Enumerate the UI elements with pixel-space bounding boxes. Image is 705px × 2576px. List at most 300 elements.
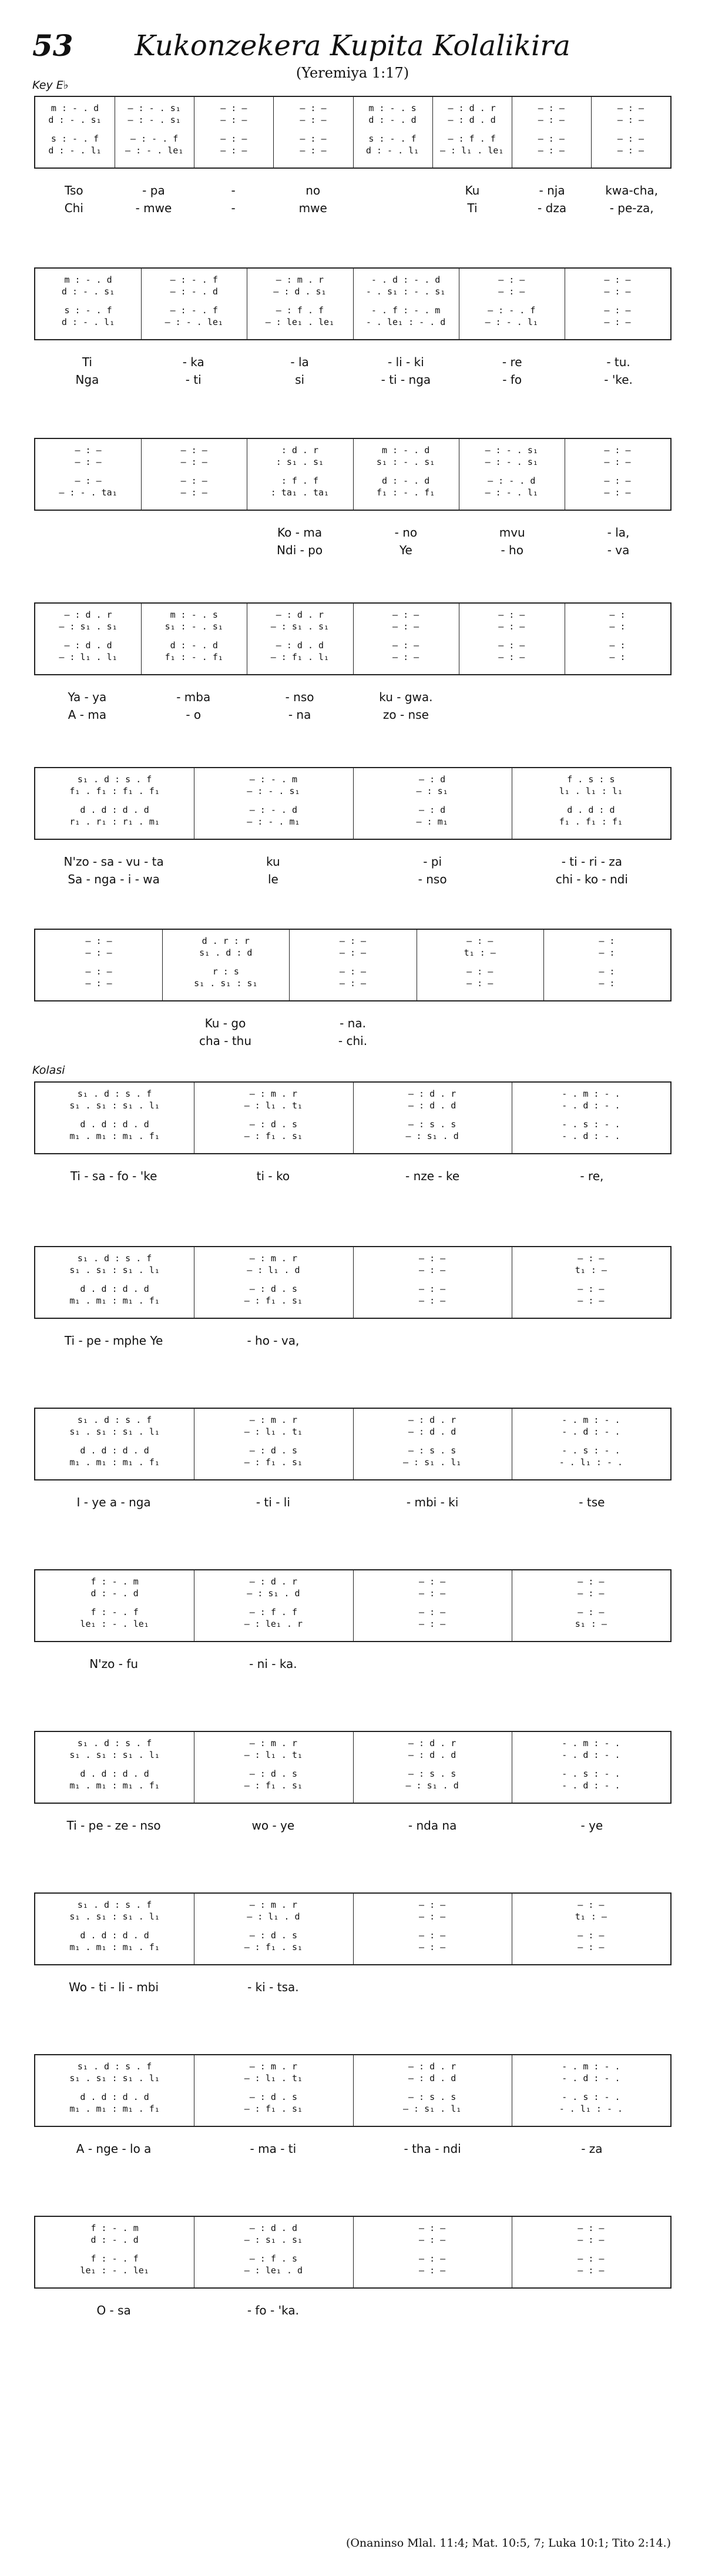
solfa-measure: — : - . s₁ [247,786,300,796]
solfa-measure: — : — [604,305,631,316]
lyric-syllables: - dza [538,201,567,215]
lyric-line [34,2302,672,2319]
solfa-measure: — : - . s₁ [127,103,181,113]
solfa-measure: — : — [220,103,247,113]
lyric-syllables: - 'ke. [604,373,633,387]
solfa-measure: — : — [300,133,327,144]
solfa-measure: — : — [604,286,631,297]
solfa-measure: — : - . f [170,305,218,316]
lyric-line [34,870,672,888]
solfa-measure: — : - . d [488,475,536,486]
solfa-measure: — : — [419,2253,446,2264]
solfa-measure: f₁ : - . f₁ [164,652,223,662]
lyric-syllables: - tha - ndi [404,2142,461,2156]
solfa-staff [34,1731,672,1804]
solfa-measure: m₁ . m₁ : m₁ . f₁ [69,1457,160,1468]
lyric-syllables: - pa [142,183,165,197]
voice-part-row [35,978,670,989]
lyric-syllables: - mbi - ki [406,1495,459,1509]
lyric-syllables: mwe [298,201,327,215]
voice-part-row [35,2073,670,2083]
solfa-measure: — : — [392,609,419,620]
solfa-staff [34,2216,672,2289]
lyric-line [34,706,672,723]
solfa-measure: — : — [578,1607,605,1617]
solfa-measure: — : le₁ . le₁ [265,317,335,327]
solfa-measure: — : d . r [249,1576,298,1587]
solfa-measure: d . d : d . d [80,1930,149,1941]
solfa-measure: : ta₁ . ta₁ [270,487,330,498]
solfa-measure: d : - . l₁ [48,145,102,156]
solfa-measure: — : — [538,103,565,113]
lyric-line [34,1014,672,1032]
solfa-measure: d : - . d [90,2235,139,2245]
voice-part-row [35,2235,670,2245]
solfa-measure: d . d : d . d [80,805,149,815]
solfa-measure: f : - . m [90,1576,139,1587]
lyric-syllables: - ye [580,1818,603,1833]
lyric-syllables: - [231,201,236,215]
voice-part-row [35,1930,670,1941]
solfa-measure: — : — [419,1295,446,1306]
voice-part-row [35,1284,670,1294]
solfa-measure: s₁ . d : s . f [77,1738,152,1748]
solfa-measure: — : — [466,966,494,977]
solfa-measure: — : l₁ . l₁ [59,652,118,662]
voice-part-row [35,1426,670,1437]
lyric-syllables: - mba [176,690,211,704]
voice-part-row [35,475,670,486]
solfa-measure: — : — [392,621,419,632]
solfa-measure: s₁ . d : s . f [77,1415,152,1425]
lyric-syllables: Tso [65,183,83,197]
voice-part-row [35,1607,670,1617]
solfa-measure: — : — [339,966,367,977]
solfa-measure: — : — [300,145,327,156]
solfa-staff [34,2054,672,2127]
solfa-measure: — : — [419,2235,446,2245]
lyric-line [34,853,672,870]
solfa-measure: — : — [419,1900,446,1910]
solfa-measure: — : — [220,133,247,144]
solfa-measure: d : - . d [368,115,417,125]
solfa-measure: m : - . s [368,103,417,113]
lyric-syllables: - fo - 'ka. [247,2303,299,2317]
lyric-syllables: - ka [182,355,204,369]
solfa-measure: d : - . d [170,640,218,651]
voice-part-row [35,457,670,467]
lyric-line [34,2140,672,2158]
solfa-measure: — : m . r [249,1088,298,1099]
voice-part-row [35,936,670,946]
solfa-measure: m₁ . m₁ : m₁ . f₁ [69,2103,160,2114]
lyric-syllables: - [231,183,236,197]
solfa-measure: — : le₁ . d [244,2265,303,2276]
lyric-syllables: N'zo - fu [89,1657,139,1671]
music-system [34,267,672,388]
lyric-syllables: - nze - ke [405,1169,460,1183]
solfa-staff [34,1569,672,1642]
solfa-measure: - . l₁ : - . [559,2103,623,2114]
voice-part-row [35,2092,670,2102]
voice-part-row [35,1100,670,1111]
solfa-measure: s₁ . s₁ : s₁ . l₁ [69,2073,160,2083]
solfa-measure: — : — [578,1588,605,1599]
solfa-measure: — : - . s₁ [127,115,181,125]
solfa-measure: — : - . f [130,133,179,144]
solfa-measure: — : — [419,2265,446,2276]
lyric-syllables: - la [290,355,309,369]
solfa-measure: — : — [466,978,494,989]
solfa-measure: — : [609,640,626,651]
solfa-measure: — : l₁ . d [247,1911,300,1922]
lyric-syllables: - chi. [338,1034,368,1048]
lyric-syllables: O - sa [96,2303,131,2317]
lyric-syllables: - tse [579,1495,605,1509]
solfa-measure: — : — [604,475,631,486]
solfa-measure: s₁ . s₁ : s₁ . l₁ [69,1426,160,1437]
solfa-measure: f₁ . f₁ : f₁ . f₁ [69,786,160,796]
solfa-measure: — : d . d [249,2223,298,2233]
solfa-measure: le₁ : - . le₁ [80,2265,149,2276]
solfa-measure: — : f₁ . s₁ [244,1942,303,1952]
lyrics-block [34,1493,672,1511]
lyric-syllables: Ti [82,355,92,369]
solfa-measure: — : — [578,1253,605,1264]
solfa-measure: - . f : - . m [371,305,441,316]
lyric-syllables: - ho [501,543,523,557]
solfa-measure: — : s . s [408,1768,456,1779]
solfa-measure: — : — [617,103,644,113]
voice-part-row [35,1119,670,1130]
lyrics-block [34,853,672,888]
solfa-measure: - . s : - . [562,1445,620,1456]
lyric-line [34,1655,672,1673]
voice-part-row [35,445,670,455]
solfa-measure: — : — [466,936,494,946]
lyric-syllables: kwa-cha, [605,183,659,197]
lyric-line [34,371,672,388]
solfa-measure: — : m . r [249,2061,298,2072]
voice-part-row [35,103,670,113]
solfa-measure: — : — [180,445,207,455]
lyric-syllables: mvu [499,525,525,540]
solfa-measure: — : m . r [276,274,324,285]
lyric-line [34,182,672,199]
lyric-syllables: - za [581,2142,603,2156]
lyric-syllables: - pi [423,855,442,869]
solfa-measure: — : m . r [249,1900,298,1910]
voice-part-row [35,774,670,785]
solfa-measure: — : — [419,1619,446,1629]
solfa-measure: - . s₁ : - . s₁ [365,286,446,297]
voice-part-row [35,1588,670,1599]
solfa-measure: — : - . d [249,805,298,815]
solfa-measure: — : [609,652,626,662]
lyric-syllables: - mwe [135,201,172,215]
solfa-measure: — : — [392,652,419,662]
voice-part-row [35,1445,670,1456]
solfa-measure: — : — [339,936,367,946]
lyric-syllables: A - ma [68,708,107,722]
solfa-staff [34,438,672,511]
solfa-measure: — : le₁ . r [244,1619,303,1629]
solfa-measure: — : - . le₁ [125,145,184,156]
solfa-measure: — : f . s [249,2253,298,2264]
voice-part-row [35,652,670,662]
voice-part-row [35,1457,670,1468]
solfa-staff [34,767,672,840]
solfa-measure: — : — [419,1588,446,1599]
solfa-measure: d . d : d [567,805,615,815]
solfa-measure: f : - . m [90,2223,139,2233]
lyric-syllables: - re [502,355,522,369]
solfa-measure: — : s₁ [416,786,448,796]
solfa-staff [34,602,672,675]
lyrics-block [34,1655,672,1673]
solfa-measure: d : - . s₁ [61,286,115,297]
solfa-measure: — : — [300,103,327,113]
lyric-syllables: ku [266,855,280,869]
key-signature: Key E♭ [32,79,69,92]
solfa-measure: s : - . f [64,305,112,316]
solfa-measure: f : - . f [90,1607,139,1617]
lyric-syllables: - ni - ka. [249,1657,297,1671]
solfa-measure: - . d : - . [562,2073,620,2083]
solfa-measure: — : — [392,640,419,651]
solfa-measure: s₁ . s₁ : s₁ . l₁ [69,1911,160,1922]
solfa-measure: — : f₁ . s₁ [244,2103,303,2114]
solfa-measure: — : f₁ . s₁ [244,1780,303,1791]
solfa-measure: — : — [220,145,247,156]
solfa-measure: — : f₁ . l₁ [270,652,330,662]
lyric-syllables: Ko - ma [277,525,323,540]
music-system [34,1569,672,1673]
solfa-measure: f : - . f [90,2253,139,2264]
solfa-measure: — : — [419,1253,446,1264]
solfa-measure: — : s₁ . s₁ [59,621,118,632]
solfa-measure: s₁ . s₁ : s₁ . l₁ [69,1100,160,1111]
solfa-measure: s₁ . d : s . f [77,1088,152,1099]
lyrics-block [34,182,672,217]
hymn-title: Kukonzekera Kupita Kolalikira [135,29,570,62]
solfa-measure: r₁ . r₁ : r₁ . m₁ [69,816,160,827]
solfa-measure: — : - . s₁ [485,457,538,467]
lyric-syllables: - nso [418,872,447,886]
lyrics-block [34,524,672,559]
lyric-line [34,1332,672,1349]
lyrics-block [34,2140,672,2158]
solfa-measure: — : f₁ . s₁ [244,1457,303,1468]
lyric-line [34,1493,672,1511]
lyric-syllables: Ku - go [204,1016,246,1030]
lyric-syllables: Ti [467,201,478,215]
lyric-syllables: - nda na [408,1818,457,1833]
music-system [34,767,672,888]
lyric-syllables: - nja [539,183,565,197]
solfa-measure: — : s₁ . d [247,1588,300,1599]
solfa-measure: — : d . r [64,609,112,620]
solfa-measure: — : f . f [249,1607,298,1617]
solfa-measure: — : s₁ . l₁ [402,2103,462,2114]
solfa-measure: — : — [419,1265,446,1275]
lyric-syllables: - no [394,525,418,540]
lyrics-block [34,1817,672,1834]
voice-part-row [35,1253,670,1264]
solfa-measure: m₁ . m₁ : m₁ . f₁ [69,1131,160,1141]
solfa-measure: — : — [419,2223,446,2233]
solfa-measure: — : m₁ [416,816,448,827]
solfa-measure: d . r : r [202,936,250,946]
solfa-measure: f₁ : - . f₁ [376,487,435,498]
voice-part-row [35,1265,670,1275]
lyrics-block [34,1014,672,1050]
solfa-measure: — : f . f [276,305,324,316]
solfa-staff [34,1408,672,1480]
solfa-measure: — : — [578,1900,605,1910]
lyric-syllables: Ti - pe - mphe Ye [64,1334,163,1348]
music-system [34,438,672,559]
solfa-measure: - . m : - . [562,1415,620,1425]
voice-part-row [35,1415,670,1425]
solfa-measure: — : d . d [276,640,324,651]
solfa-measure: m₁ . m₁ : m₁ . f₁ [69,1780,160,1791]
voice-part-row [35,966,670,977]
voice-part-row [35,487,670,498]
solfa-measure: — : d . s [249,1930,298,1941]
solfa-measure: s₁ . s₁ : s₁ [194,978,258,989]
solfa-measure: — : — [498,652,525,662]
solfa-measure: — : — [604,445,631,455]
solfa-measure: — : d . r [408,1088,456,1099]
solfa-measure: - . d : - . [562,1750,620,1760]
voice-part-row [35,805,670,815]
solfa-measure: d : - . s₁ [48,115,102,125]
lyric-syllables: - na [288,708,311,722]
solfa-measure: — : — [419,1284,446,1294]
solfa-staff [34,1081,672,1154]
solfa-measure: f . s : s [567,774,615,785]
solfa-measure: s : - . f [368,133,417,144]
solfa-measure: — : — [578,2223,605,2233]
lyric-syllables: Ndi - po [277,543,323,557]
solfa-measure: — : — [617,133,644,144]
solfa-measure: — : l₁ . t₁ [244,1426,303,1437]
voice-part-row [35,2265,670,2276]
solfa-staff [34,1246,672,1319]
lyric-syllables: Ti - pe - ze - nso [66,1818,161,1833]
lyric-syllables: - o [186,708,202,722]
voice-part-row [35,1942,670,1952]
solfa-measure: d : - . l₁ [61,317,115,327]
voice-part-row [35,317,670,327]
lyrics-block [34,1978,672,1996]
solfa-measure: - . s : - . [562,2092,620,2102]
lyric-syllables: - tu. [606,355,630,369]
lyric-line [34,524,672,541]
solfa-measure: — : — [578,1295,605,1306]
voice-part-row [35,1911,670,1922]
solfa-measure: — : - . f [170,274,218,285]
solfa-measure: — : d . d [408,1100,456,1111]
solfa-measure: s₁ . d : s . f [77,1253,152,1264]
solfa-measure: s₁ . d : d [199,947,253,958]
solfa-measure: — : d . d [408,1426,456,1437]
solfa-measure: s₁ . s₁ : s₁ . l₁ [69,1750,160,1760]
lyric-syllables: zo - nse [382,708,429,722]
solfa-measure: — : — [419,1942,446,1952]
voice-part-row [35,1619,670,1629]
solfa-measure: — : — [85,947,112,958]
lyric-syllables: - va [607,543,630,557]
solfa-measure: : d . r [281,445,319,455]
solfa-measure: m₁ . m₁ : m₁ . f₁ [69,1942,160,1952]
solfa-measure: — : s₁ . d [405,1780,459,1791]
voice-part-row [35,1780,670,1791]
lyric-syllables: Sa - nga - i - wa [68,872,160,886]
lyric-syllables: Ku [465,183,480,197]
voice-part-row [35,1576,670,1587]
voice-part-row [35,1295,670,1306]
solfa-measure: - . d : - . [562,1426,620,1437]
music-system [34,96,672,217]
lyric-syllables: - nso [285,690,314,704]
solfa-measure: — : s . s [408,1119,456,1130]
solfa-measure: — : d . d [408,1750,456,1760]
solfa-measure: — : - . l₁ [485,487,538,498]
lyric-syllables: no [306,183,321,197]
solfa-measure: d . d : d . d [80,1284,149,1294]
solfa-measure: — : — [85,978,112,989]
solfa-measure: — : [599,947,615,958]
voice-part-row [35,115,670,125]
lyrics-block [34,688,672,723]
solfa-measure: — : d . d [408,2073,456,2083]
voice-part-row [35,640,670,651]
solfa-measure: — : — [85,966,112,977]
lyric-line [34,1978,672,1996]
solfa-measure: — : d . s [249,1768,298,1779]
music-system [34,1081,672,1185]
solfa-measure: — : l₁ . t₁ [244,2073,303,2083]
lyric-syllables: - ti [185,373,202,387]
solfa-measure: — : - . m₁ [247,816,300,827]
solfa-measure: — : — [180,475,207,486]
solfa-measure: — : — [498,640,525,651]
voice-part-row [35,1738,670,1748]
lyric-syllables: ku - gwa. [379,690,433,704]
solfa-measure: — : — [578,1942,605,1952]
solfa-measure: — : s₁ . s₁ [270,621,330,632]
chorus-label: Kolasi [32,1064,65,1077]
solfa-measure: d : - . d [90,1588,139,1599]
solfa-measure: — : d . s₁ [273,286,327,297]
solfa-measure: s₁ : - . s₁ [376,457,435,467]
solfa-measure: — : — [617,115,644,125]
voice-part-row [35,1900,670,1910]
solfa-measure: — : [599,978,615,989]
solfa-measure: — : l₁ . d [247,1265,300,1275]
solfa-staff [34,267,672,340]
voice-part-row [35,145,670,156]
solfa-measure: — : d . r [408,2061,456,2072]
voice-part-row [35,786,670,796]
solfa-measure: — : - . s₁ [485,445,538,455]
voice-part-row [35,2253,670,2264]
solfa-measure: — : d [419,805,446,815]
solfa-measure: — : — [578,2235,605,2245]
solfa-measure: — : [609,621,626,632]
